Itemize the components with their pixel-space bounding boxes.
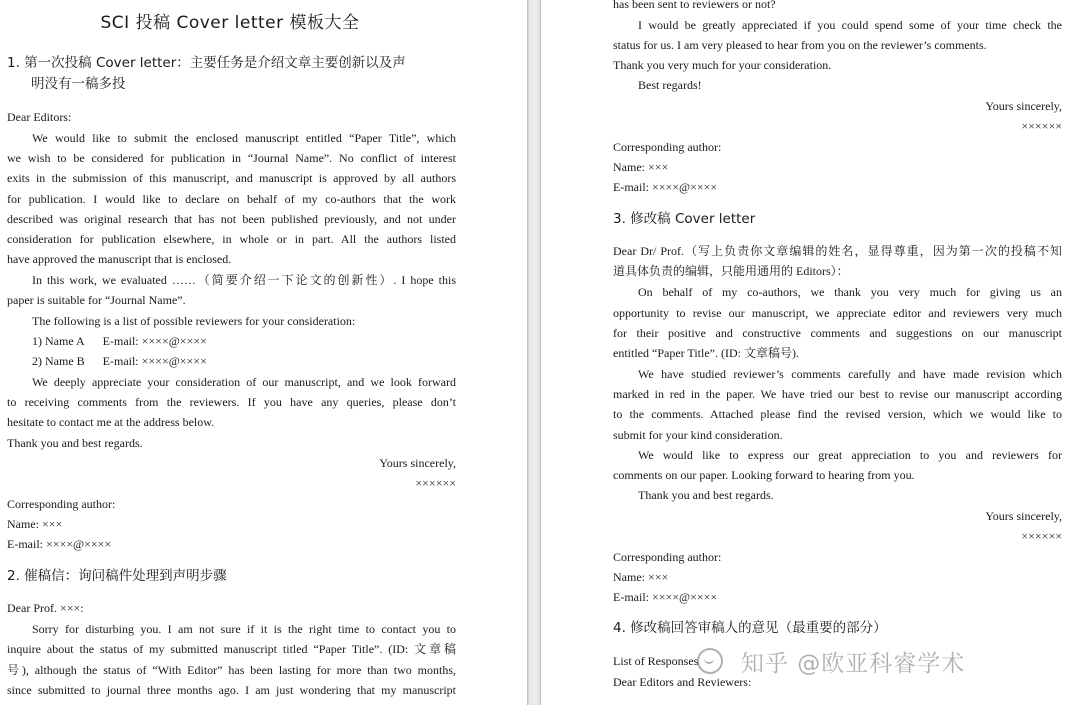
reviewer-a-email: E-mail: ××××@××××: [102, 334, 207, 348]
signature: ××××××: [415, 476, 456, 490]
watermark-logo-icon: [697, 648, 723, 674]
paragraph-line: have approved the manuscript that is enclosed.: [7, 252, 232, 266]
paragraph-line: comments on our paper. Looking forward to hearing from you.: [613, 468, 915, 482]
paragraph-line: We would like to submit the enclosed manuscript entitled “Paper Title”, which: [32, 131, 456, 145]
zhihu-watermark: [697, 644, 1057, 678]
paragraph-line: In this work, we evaluated ……（简要介绍一下论文的创新性）. I hope this: [32, 273, 456, 287]
paragraph-line: We have studied reviewer’s comments carefully and have made revision which: [638, 367, 1062, 381]
paragraph-line: Sorry for disturbing you. I am not sure if it is the right time to contact you to: [32, 622, 456, 636]
reviewer-b-email: E-mail: ××××@××××: [102, 354, 207, 368]
section-2-heading: 2. 催稿信：询问稿件处理到声明步骤: [7, 568, 227, 584]
section-1-heading-line-1: 1. 第一次投稿 Cover letter：主要任务是介绍文章主要创新以及声: [7, 55, 406, 71]
signature: ××××××: [1021, 529, 1062, 543]
salutation-line: 道具体负责的编辑，只能用通用的 Editors）：: [613, 264, 849, 278]
document-page-right: [541, 0, 1080, 705]
corresponding-author-label: Corresponding author:: [613, 140, 722, 154]
paragraph-line: exits in the submission of this manuscript, and manuscript is approved by all authors: [7, 171, 456, 185]
corresponding-author-label: Corresponding author:: [613, 550, 722, 564]
paragraph-line: has been sent to reviewers or not?: [613, 0, 776, 11]
document-title: SCI 投稿 Cover letter 模板大全: [100, 13, 360, 33]
paragraph-line: entitled “Paper Title”. (ID: 文章稿号).: [613, 346, 799, 360]
paragraph-line: submit for your kind consideration.: [613, 428, 783, 442]
corresponding-author-name: Name: ×××: [613, 160, 669, 174]
salutation-line: Dear Dr/ Prof.（写上负责你文章编辑的姓名，显得尊重，因为第一次的投稿不知: [613, 244, 1062, 258]
salutation: Dear Editors:: [7, 110, 72, 124]
best-regards-line: Best regards!: [638, 78, 702, 92]
paragraph-line: opportunity to revise our manuscript, we appreciate editor and reviewers very much: [613, 306, 1062, 320]
paragraph-line: for their positive and constructive comments and suggestions on our manuscript: [613, 326, 1062, 340]
section-4-heading: 4. 修改稿回答审稿人的意见（最重要的部分）: [613, 620, 887, 636]
section-1-heading-line-2: 明没有一稿多投: [31, 76, 126, 92]
paragraph-line: 号), although the status of “With Editor” has been lasting for more than two months,: [7, 663, 456, 677]
salutation: Dear Editors and Reviewers:: [613, 675, 752, 689]
watermark-text: 知乎 @欧亚科睿学术: [741, 650, 966, 677]
corresponding-author-label: Corresponding author:: [7, 497, 116, 511]
salutation: Dear Prof. ×××:: [7, 601, 84, 615]
paragraph-line: inquire about the status of my submitted manuscript titled “Paper Title”. (ID: 文章稿: [7, 642, 456, 656]
corresponding-author-email: E-mail: ××××@××××: [613, 180, 718, 194]
paragraph-line: described was original research that has not been published previously, and not under: [7, 212, 456, 226]
paragraph-line: paper is suitable for “Journal Name”.: [7, 293, 186, 307]
section-3-heading: 3. 修改稿 Cover letter: [613, 211, 756, 227]
paragraph-line: status for us. I am very pleased to hear from you on the reviewer’s comments.: [613, 38, 987, 52]
paragraph-line: We would like to express our great appreciation to you and reviewers for: [638, 448, 1062, 462]
paragraph-line: marked in red in the paper. We have tried our best to revise our manuscript according: [613, 387, 1062, 401]
signature: ××××××: [1021, 119, 1062, 133]
reviewer-b: [32, 354, 207, 368]
sign-off: Yours sincerely,: [379, 456, 456, 470]
corresponding-author-name: Name: ×××: [7, 517, 63, 531]
reviewer-a-name: 1) Name A: [32, 334, 85, 348]
page-gutter: [527, 0, 541, 705]
sign-off: Yours sincerely,: [985, 509, 1062, 523]
paragraph-line: I would be greatly appreciated if you could spend some of your time check the: [638, 18, 1062, 32]
document-page-left: [0, 0, 527, 705]
list-of-responses-label: List of Responses: [613, 654, 699, 668]
reviewer-b-name: 2) Name B: [32, 354, 85, 368]
paragraph-line: The following is a list of possible reviewers for your consideration:: [32, 314, 356, 328]
corresponding-author-email: E-mail: ××××@××××: [7, 537, 112, 551]
paragraph-line: We deeply appreciate your consideration of our manuscript, and we look forward: [32, 375, 456, 389]
paragraph-line: hesitate to contact me at the address below.: [7, 415, 215, 429]
corresponding-author-email: E-mail: ××××@××××: [613, 590, 718, 604]
paragraph-line: for publication. I would like to declare on behalf of my co-authors that the work: [7, 192, 456, 206]
closing-line: Thank you and best regards.: [7, 436, 143, 450]
paragraph-line: On behalf of my co-authors, we thank you very much for giving us an: [638, 285, 1062, 299]
paragraph-line: since submitted to journal three months ago. I am just wondering that my manuscript: [7, 683, 456, 697]
corresponding-author-name: Name: ×××: [613, 570, 669, 584]
paragraph-line: to the comments. Attached please find the revised version, which we would like to: [613, 407, 1062, 421]
closing-line: Thank you and best regards.: [638, 488, 774, 502]
paragraph-line: to receiving comments from the reviewers. If you have any queries, please don’t: [7, 395, 456, 409]
paragraph-line: we wish to be considered for publication in “Journal Name”. No conflict of interest: [7, 151, 456, 165]
thanks-line: Thank you very much for your consideration.: [613, 58, 832, 72]
reviewer-a: [32, 334, 207, 348]
sign-off: Yours sincerely,: [985, 99, 1062, 113]
paragraph-line: consideration for publication elsewhere, in whole or in part. All the authors listed: [7, 232, 456, 246]
